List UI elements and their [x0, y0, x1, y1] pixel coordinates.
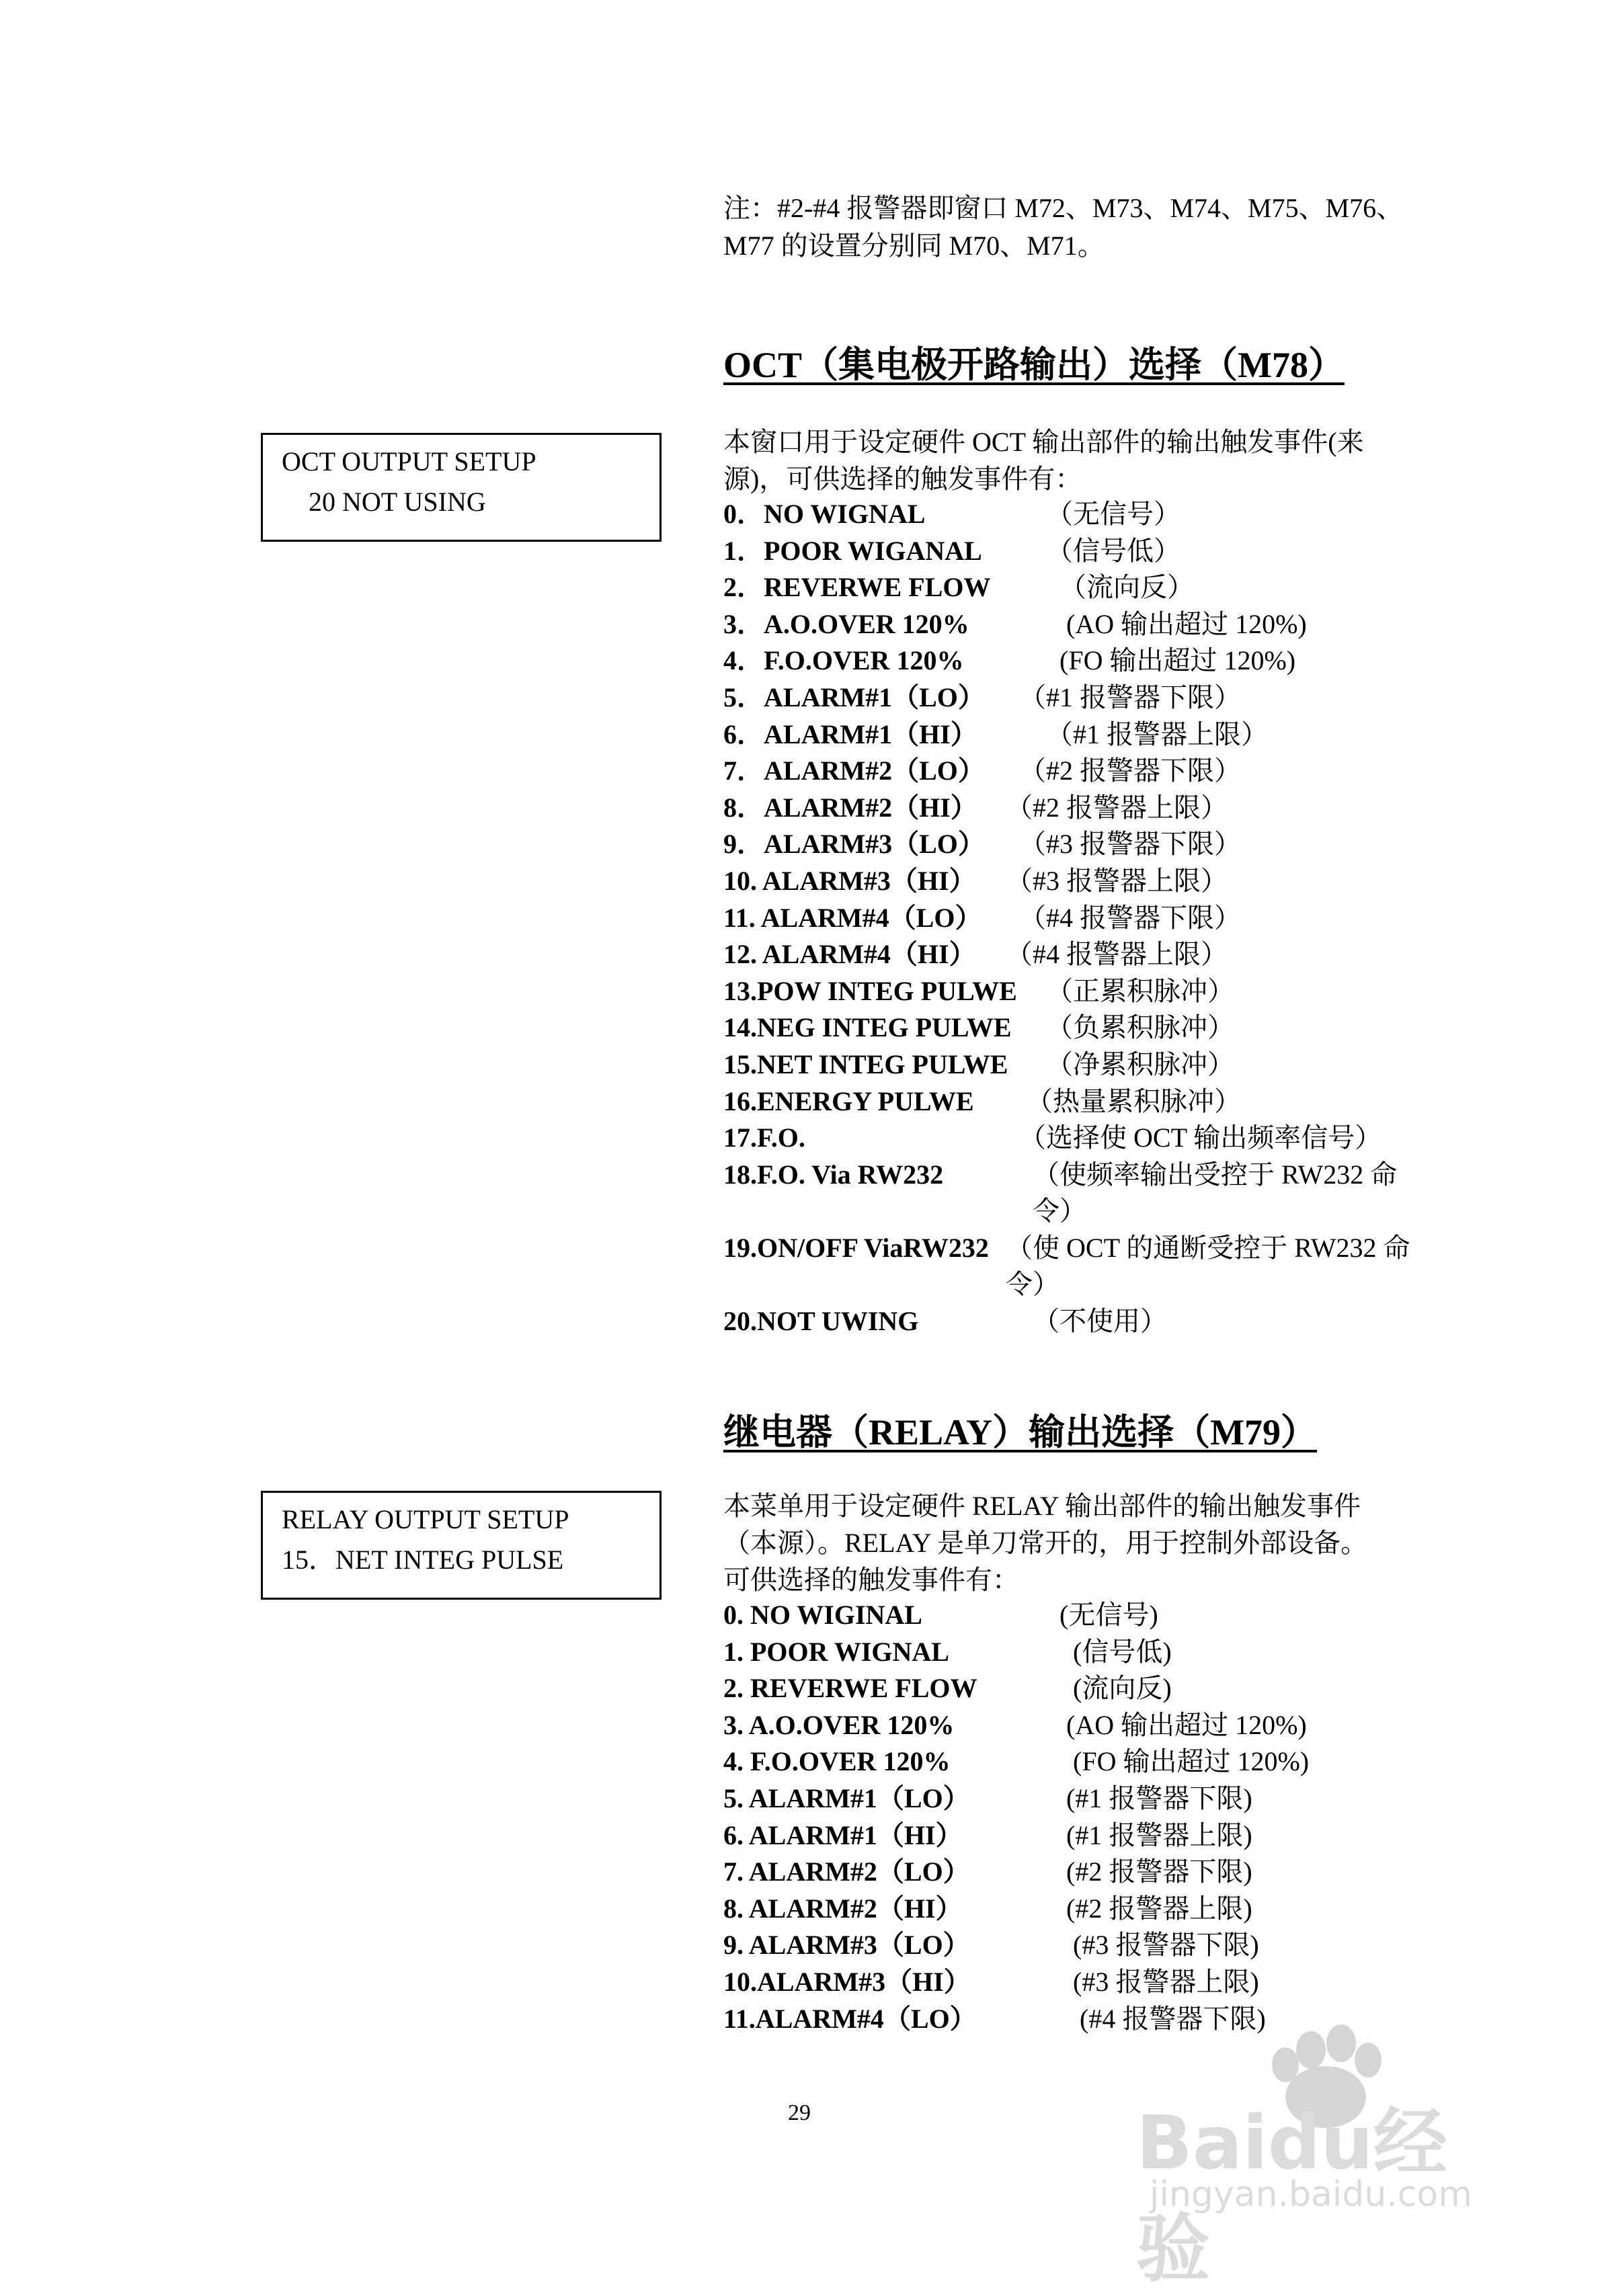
oct-event-list [723, 496, 1423, 1340]
item-description: （使频率输出受控于 RW232 命令） [1033, 1159, 1398, 1226]
list-item [723, 680, 1423, 716]
item-description: (#3 报警器上限) [1073, 1966, 1259, 1997]
list-item [723, 1303, 1423, 1340]
item-description: （正累积脉冲） [1046, 975, 1234, 1006]
list-item [723, 1891, 1423, 1928]
relay-intro-line-2: （本源）。RELAY 是单刀常开的，用于控制外部设备。 [723, 1528, 1368, 1558]
item-label: 15.NET INTEG PULWE [723, 1049, 1008, 1079]
item-description: (#3 报警器下限) [1073, 1930, 1259, 1961]
list-item [723, 606, 1423, 643]
list-item [723, 643, 1423, 680]
item-description: (#1 报警器下限) [1066, 1782, 1252, 1813]
list-item [723, 1927, 1423, 1964]
list-item [723, 1964, 1423, 2001]
item-description: (#4 报警器下限) [1080, 2003, 1266, 2034]
watermark-brand-text: Baidu [1136, 2100, 1373, 2186]
oct-lcd-line-2: 20 NOT USING [309, 487, 486, 517]
item-description: (AO 输出超过 120%) [1066, 1709, 1307, 1740]
item-label: 10. ALARM#3（HI） [723, 865, 976, 896]
item-description: (无信号) [1059, 1600, 1158, 1630]
watermark-url: jingyan.baidu.com [1150, 2174, 1472, 2215]
item-description: (流向反) [1073, 1673, 1172, 1704]
relay-event-list [723, 1597, 1423, 2037]
list-item [723, 1817, 1423, 1854]
list-item [723, 936, 1423, 973]
item-label: 13.POW INTEG PULWE [723, 975, 1017, 1006]
list-item [723, 716, 1423, 753]
oct-intro-line-2: 源)，可供选择的触发事件有： [723, 464, 1082, 494]
note-line-2: M77 的设置分别同 M70、M71。 [723, 231, 1105, 261]
item-description: （使 OCT 的通断受控于 RW232 命令） [1006, 1232, 1410, 1299]
item-description: （#2 报警器上限） [1006, 792, 1228, 823]
list-item [723, 973, 1423, 1010]
list-item [723, 1157, 1423, 1230]
item-description: （#1 报警器下限） [1019, 682, 1241, 712]
relay-intro [723, 1487, 1416, 1598]
relay-intro-line-1: 本菜单用于设定硬件 RELAY 输出部件的输出触发事件 [723, 1491, 1361, 1521]
list-item [723, 1010, 1423, 1047]
item-description: （流向反） [1059, 572, 1194, 603]
item-label: 4．F.O.OVER 120% [723, 645, 964, 676]
item-description: (AO 输出超过 120%) [1066, 608, 1307, 639]
item-description: （净累积脉冲） [1046, 1049, 1234, 1079]
item-label: 0．NO WIGNAL [723, 499, 926, 529]
list-item [723, 496, 1423, 533]
relay-lcd-line-1: RELAY OUTPUT SETUP [282, 1504, 569, 1534]
item-label: 3. A.O.OVER 120% [723, 1709, 955, 1740]
oct-lcd-screen [261, 433, 662, 542]
item-label: 11.ALARM#4（LO） [723, 2003, 977, 2034]
item-label: 4. F.O.OVER 120% [723, 1746, 951, 1777]
oct-intro-line-1: 本窗口用于设定硬件 OCT 输出部件的输出触发事件(来 [723, 427, 1364, 457]
item-description: (#2 报警器下限) [1066, 1856, 1252, 1887]
item-label: 5. ALARM#1（LO） [723, 1782, 970, 1813]
relay-lcd-line-2: 15．NET INTEG PULSE [282, 1545, 564, 1575]
oct-lcd-line-1: OCT OUTPUT SETUP [282, 446, 536, 477]
item-label: 1. POOR WIGNAL [723, 1636, 949, 1667]
note-line-1: 注：#2-#4 报警器即窗口 M72、M73、M74、M75、M76、 [723, 193, 1404, 223]
watermark-brand-cn: 经验 [1136, 2100, 1447, 2292]
item-description: (FO 输出超过 120%) [1073, 1746, 1310, 1777]
item-description: （#4 报警器下限） [1019, 902, 1241, 933]
list-item [723, 1707, 1423, 1744]
item-description: （#3 报警器下限） [1019, 829, 1241, 860]
list-item [723, 533, 1423, 570]
item-label: 2．REVERWE FLOW [723, 572, 991, 603]
oct-section-heading: OCT（集电极开路输出）选择（M78） [723, 345, 1345, 385]
item-label: 19.ON/OFF ViaRW232 [723, 1232, 989, 1263]
item-label: 2. REVERWE FLOW [723, 1673, 977, 1704]
item-description: （选择使 OCT 输出频率信号） [1019, 1122, 1382, 1153]
item-label: 7．ALARM#2（LO） [723, 755, 985, 786]
item-description: （热量累积脉冲） [1026, 1085, 1241, 1116]
item-label: 8．ALARM#2（HI） [723, 792, 977, 823]
item-description: （信号低） [1046, 535, 1181, 566]
list-item [723, 1854, 1423, 1891]
list-item [723, 1120, 1423, 1157]
list-item [723, 569, 1423, 606]
item-description: (信号低) [1073, 1636, 1172, 1667]
item-label: 16.ENERGY PULWE [723, 1085, 974, 1116]
item-label: 9. ALARM#3（LO） [723, 1930, 970, 1961]
item-label: 17.F.O. [723, 1122, 805, 1153]
list-item [723, 1083, 1423, 1120]
list-item [723, 1670, 1423, 1707]
item-label: 6. ALARM#1（HI） [723, 1819, 963, 1850]
item-description: （#2 报警器下限） [1019, 755, 1241, 786]
item-label: 5．ALARM#1（LO） [723, 682, 985, 712]
item-description: （#4 报警器上限） [1006, 939, 1228, 970]
list-item [723, 1634, 1423, 1671]
list-item [723, 753, 1423, 790]
list-item [723, 1230, 1423, 1303]
item-description: （负累积脉冲） [1046, 1012, 1234, 1043]
page-number: 29 [788, 2100, 811, 2125]
list-item [723, 826, 1423, 863]
list-item [723, 790, 1423, 827]
item-description: (#2 报警器上限) [1066, 1893, 1252, 1924]
list-item [723, 863, 1423, 900]
relay-lcd-screen [261, 1491, 662, 1600]
oct-intro [723, 423, 1416, 497]
item-description: （#1 报警器上限） [1046, 719, 1268, 749]
item-description: （不使用） [1033, 1305, 1167, 1336]
item-label: 8. ALARM#2（HI） [723, 1893, 963, 1924]
item-label: 20.NOT UWING [723, 1305, 919, 1336]
baidu-watermark [1109, 2023, 1513, 2292]
item-description: (#1 报警器上限) [1066, 1819, 1252, 1850]
item-description: （#3 报警器上限） [1006, 865, 1228, 896]
list-item [723, 1780, 1423, 1817]
item-description: （无信号） [1046, 499, 1181, 529]
list-item [723, 1744, 1423, 1780]
item-label: 3．A.O.OVER 120% [723, 608, 969, 639]
relay-section-heading: 继电器（RELAY）输出选择（M79） [723, 1412, 1318, 1452]
item-label: 18.F.O. Via RW232 [723, 1159, 944, 1190]
item-label: 14.NEG INTEG PULWE [723, 1012, 1012, 1043]
item-label: 0. NO WIGINAL [723, 1600, 922, 1630]
item-label: 1．POOR WIGANAL [723, 535, 982, 566]
item-label: 9．ALARM#3（LO） [723, 829, 985, 860]
item-label: 7. ALARM#2（LO） [723, 1856, 970, 1887]
item-description: (FO 输出超过 120%) [1059, 645, 1296, 676]
item-label: 12. ALARM#4（HI） [723, 939, 976, 970]
item-label: 10.ALARM#3（HI） [723, 1966, 971, 1997]
item-label: 6．ALARM#1（HI） [723, 719, 977, 749]
list-item [723, 900, 1423, 937]
list-item [723, 1047, 1423, 1083]
relay-intro-line-3: 可供选择的触发事件有： [723, 1565, 1019, 1595]
note-paragraph [723, 190, 1416, 265]
item-label: 11. ALARM#4（LO） [723, 902, 982, 933]
list-item [723, 1597, 1423, 1634]
